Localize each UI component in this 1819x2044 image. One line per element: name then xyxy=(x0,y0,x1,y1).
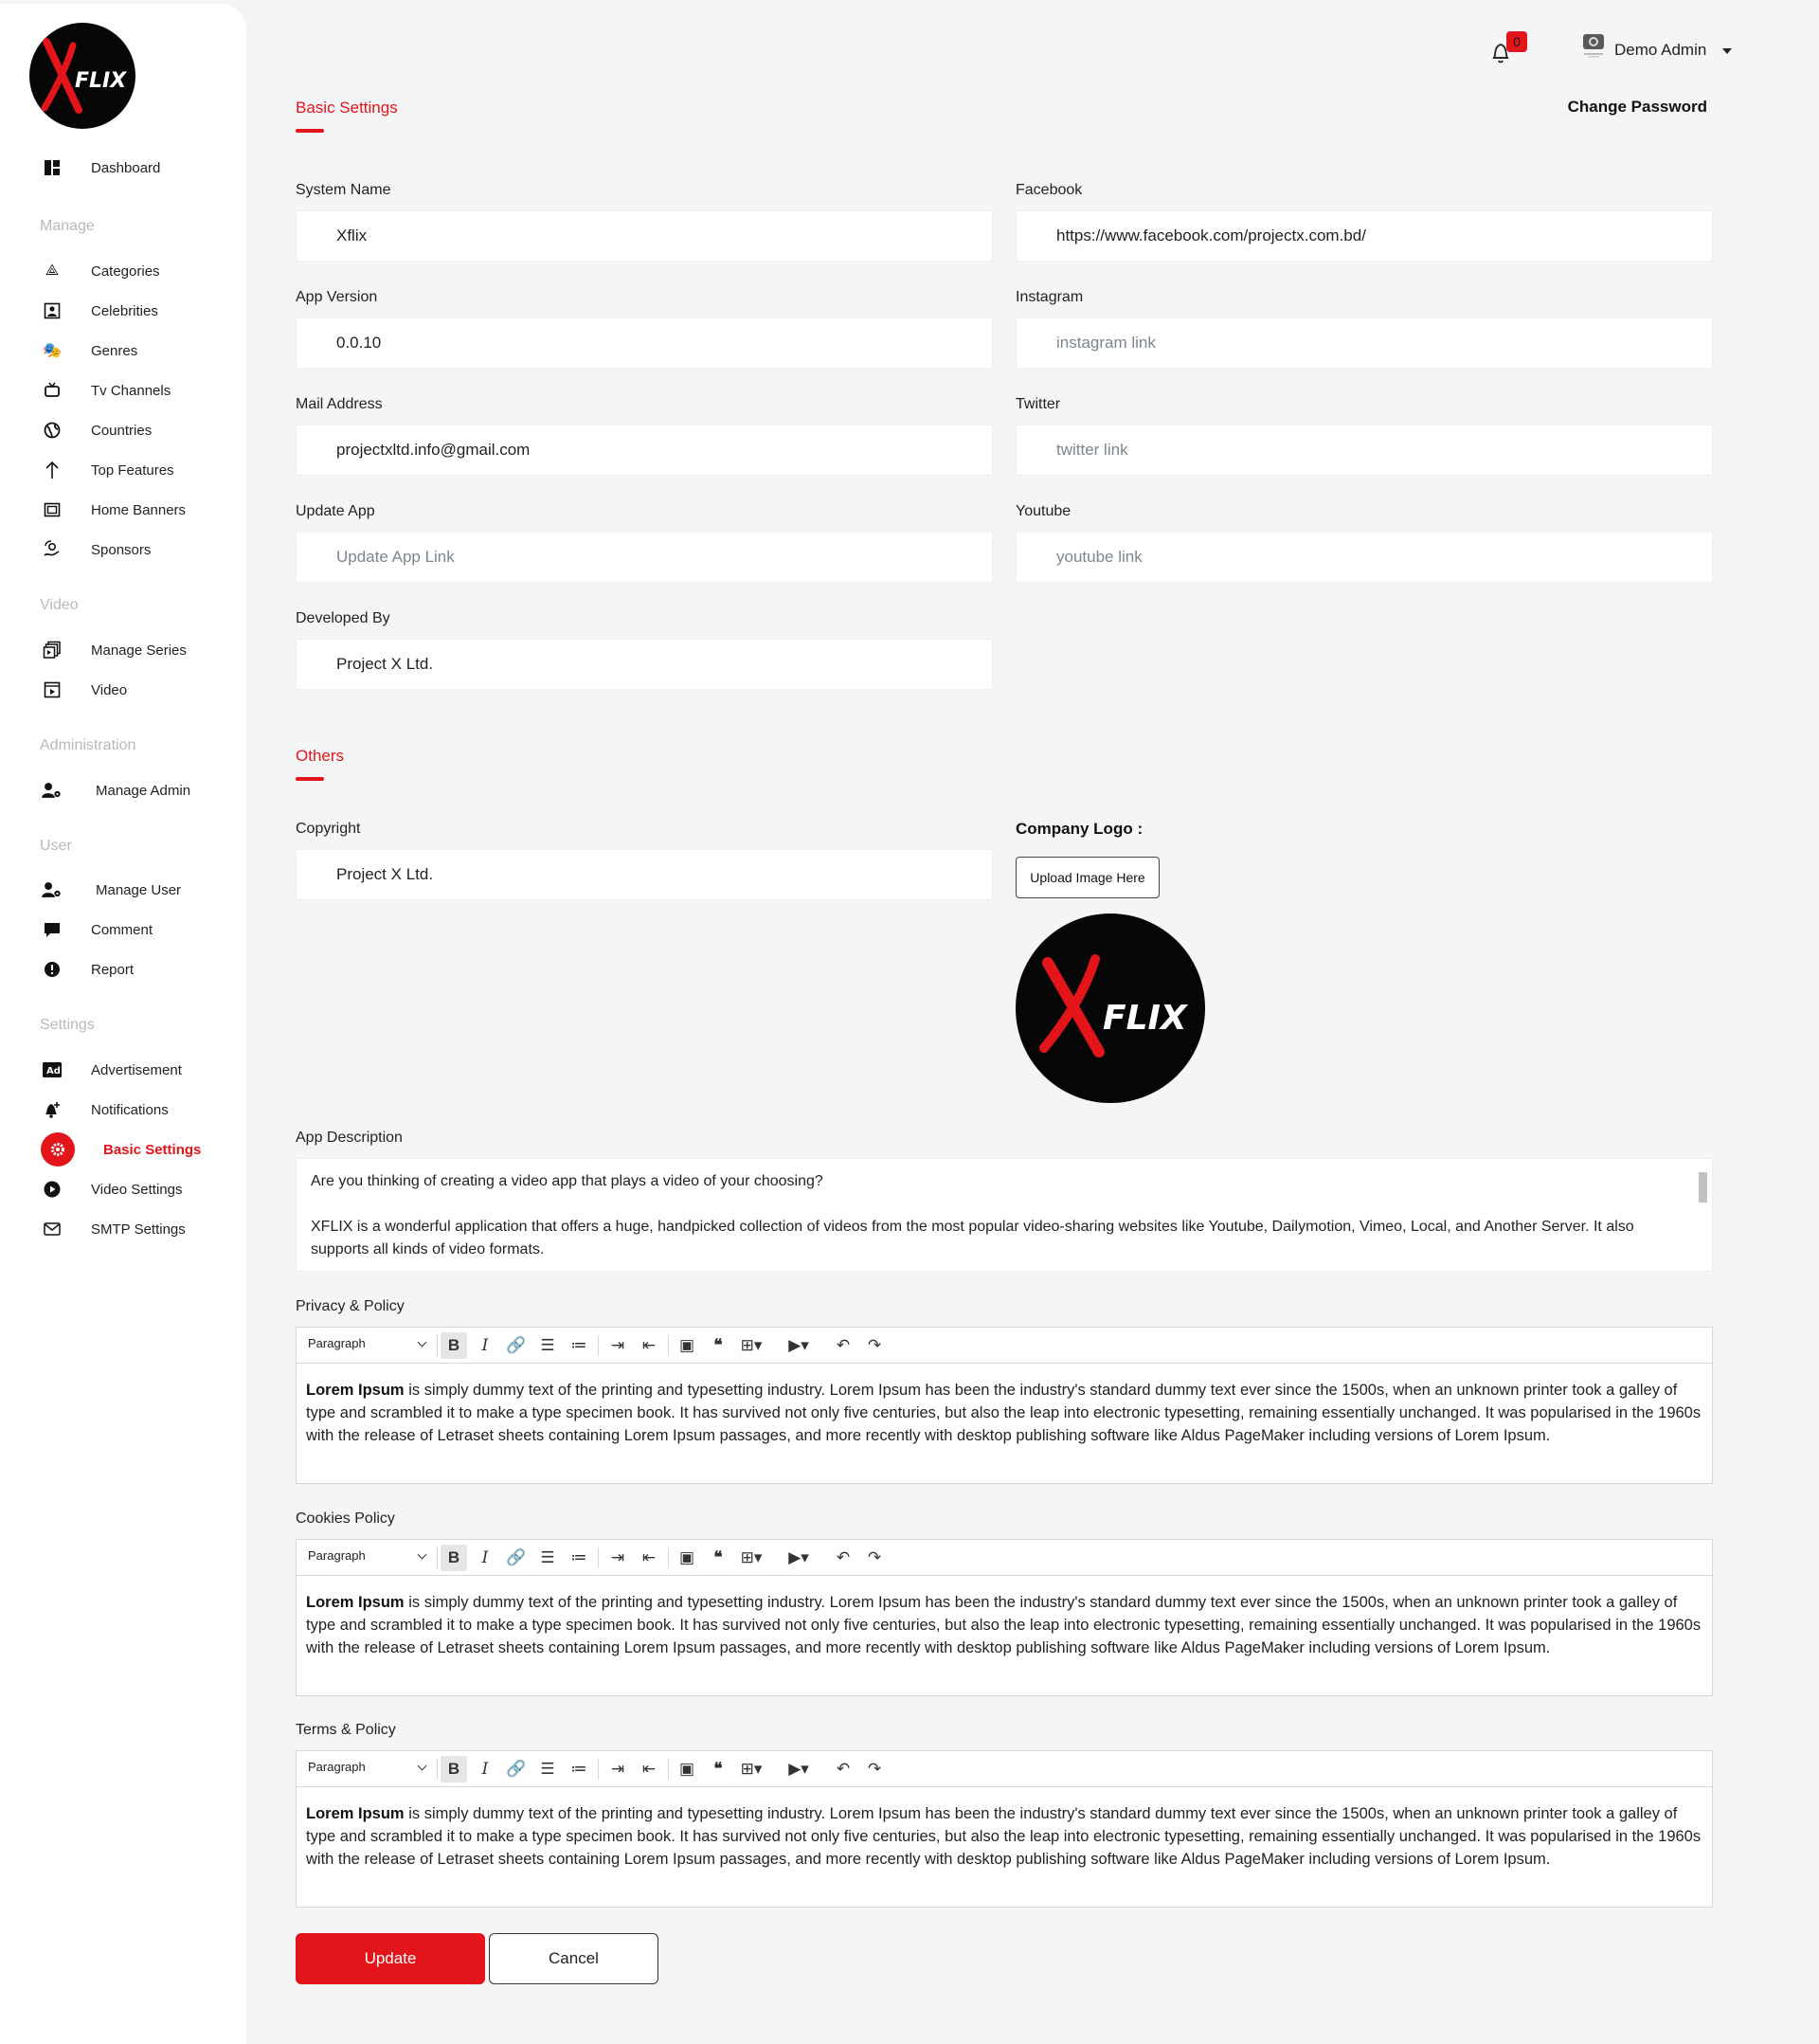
app-description-label: App Description xyxy=(296,1130,403,1146)
update-app-label: Update App xyxy=(296,503,375,519)
celebrities-icon xyxy=(42,300,63,321)
user-gear-icon xyxy=(42,780,63,801)
upload-image-button[interactable]: Upload Image Here xyxy=(1016,857,1160,898)
italic-icon[interactable]: I xyxy=(481,1548,489,1567)
cookies-policy-label: Cookies Policy xyxy=(296,1510,395,1527)
update-button[interactable]: Update xyxy=(296,1933,485,1984)
bold-icon[interactable]: B xyxy=(441,1332,467,1359)
privacy-policy-editor[interactable] xyxy=(296,1327,1713,1484)
sidebar-section-administration: Administration xyxy=(40,737,136,753)
media-embed-icon[interactable]: ▶▾ xyxy=(788,1548,809,1566)
mail-address-input[interactable] xyxy=(296,425,993,476)
numbered-list-icon[interactable]: ≔ xyxy=(570,1760,587,1778)
sidebar-item-tv-channels[interactable] xyxy=(0,374,246,407)
privacy-policy-label: Privacy & Policy xyxy=(296,1298,405,1314)
change-password-link[interactable]: Change Password xyxy=(1567,98,1707,116)
app-description-textarea[interactable] xyxy=(296,1158,1713,1272)
sidebar-item-report[interactable] xyxy=(0,953,246,986)
description-paragraph: Are you thinking of creating a video app that plays a video of your choosing? xyxy=(311,1173,823,1189)
editor-toolbar xyxy=(297,1540,1712,1576)
copyright-input[interactable] xyxy=(296,849,993,900)
developed-by-label: Developed By xyxy=(296,610,390,626)
image-icon[interactable]: ▣ xyxy=(678,1336,695,1354)
mail-icon xyxy=(42,1219,63,1239)
company-logo-label: Company Logo : xyxy=(1016,820,1144,838)
blockquote-icon[interactable]: ❝ xyxy=(713,1336,723,1354)
editor-text: is simply dummy text of the printing and typesetting industry. Lorem Ipsum has been the industry's standard dummy text ever since the 1500s, when an unknown printer took a galley of type and scrambled it to make a type specimen book. It has survived not only five centuries, but also the leap into electronic typesetting, remaining essentially unchanged. It was popularised in the 1960s with the release of Letraset sheets containing Lorem Ipsum passages, and more recently with desktop publishing software like Aldus PageMaker including versions of Lorem Ipsum. xyxy=(306,1594,1702,1656)
sidebar-item-countries[interactable] xyxy=(0,414,246,446)
sidebar-item-smtp-settings[interactable] xyxy=(0,1213,246,1245)
developed-by-input[interactable] xyxy=(296,639,993,690)
sidebar-item-label: Celebrities xyxy=(91,302,158,319)
sidebar-section-user: User xyxy=(40,838,72,854)
sidebar-item-label: Video Settings xyxy=(91,1181,183,1198)
italic-icon[interactable]: I xyxy=(481,1760,489,1779)
outdent-icon[interactable]: ⇤ xyxy=(641,1760,657,1778)
format-select-value: Paragraph xyxy=(308,1548,366,1563)
table-icon[interactable]: ⊞▾ xyxy=(740,1336,763,1354)
sidebar-item-label: Tv Channels xyxy=(91,382,171,399)
image-icon[interactable]: ▣ xyxy=(678,1760,695,1778)
italic-icon[interactable]: I xyxy=(481,1336,489,1355)
sidebar-item-celebrities[interactable] xyxy=(0,295,246,327)
terms-policy-editor[interactable] xyxy=(296,1750,1713,1908)
tv-icon xyxy=(42,380,63,401)
sidebar-item-sponsors[interactable] xyxy=(0,534,246,566)
sidebar-item-label: Home Banners xyxy=(91,501,187,518)
sidebar-item-label: Advertisement xyxy=(91,1061,182,1078)
editor-bold-text: Lorem Ipsum xyxy=(306,1594,405,1611)
format-select[interactable] xyxy=(308,1548,429,1563)
undo-icon[interactable]: ↶ xyxy=(836,1336,851,1354)
chevron-down-icon xyxy=(418,1338,427,1348)
undo-icon[interactable]: ↶ xyxy=(836,1548,851,1566)
editor-toolbar xyxy=(297,1328,1712,1364)
table-icon[interactable]: ⊞▾ xyxy=(740,1548,763,1566)
terms-policy-label: Terms & Policy xyxy=(296,1722,396,1738)
sidebar-item-label: Video xyxy=(91,681,128,698)
editor-bold-text: Lorem Ipsum xyxy=(306,1805,405,1822)
sidebar-item-dashboard[interactable] xyxy=(0,152,246,184)
sidebar-item-advertisement[interactable] xyxy=(0,1054,246,1086)
genres-icon: 🎭 xyxy=(43,343,62,359)
sidebar-item-top-features[interactable] xyxy=(0,454,246,486)
indent-icon[interactable]: ⇥ xyxy=(610,1760,625,1778)
numbered-list-icon[interactable]: ≔ xyxy=(570,1548,587,1566)
video-icon xyxy=(42,679,63,700)
notification-count-badge: 0 xyxy=(1506,31,1527,52)
bulleted-list-icon[interactable]: ☰ xyxy=(540,1336,555,1354)
sidebar-item-comment[interactable] xyxy=(0,913,246,946)
copyright-label: Copyright xyxy=(296,821,361,837)
table-icon[interactable]: ⊞▾ xyxy=(740,1760,763,1778)
svg-text:FLIX: FLIX xyxy=(1103,999,1187,1038)
sidebar-item-categories[interactable] xyxy=(0,255,246,287)
link-icon[interactable]: 🔗 xyxy=(506,1336,527,1354)
play-icon xyxy=(42,1179,63,1200)
redo-icon[interactable]: ↷ xyxy=(867,1548,882,1566)
sidebar-item-video[interactable] xyxy=(0,674,246,706)
sidebar-item-label: Categories xyxy=(91,262,160,280)
outdent-icon[interactable]: ⇤ xyxy=(641,1336,657,1354)
sidebar-item-genres[interactable] xyxy=(0,335,246,367)
twitter-input[interactable] xyxy=(1016,425,1713,476)
image-icon[interactable]: ▣ xyxy=(678,1548,695,1566)
sidebar-item-home-banners[interactable] xyxy=(0,494,246,526)
system-name-label: System Name xyxy=(296,182,391,198)
brand-logo[interactable] xyxy=(29,23,135,129)
gear-icon xyxy=(41,1132,75,1167)
media-embed-icon[interactable]: ▶▾ xyxy=(788,1760,809,1778)
sidebar-item-label: Comment xyxy=(91,921,153,938)
youtube-input[interactable] xyxy=(1016,532,1713,583)
system-name-input[interactable] xyxy=(296,210,993,262)
outdent-icon[interactable]: ⇤ xyxy=(641,1548,657,1566)
redo-icon[interactable]: ↷ xyxy=(867,1760,882,1778)
dashboard-icon xyxy=(42,157,63,178)
editor-toolbar xyxy=(297,1751,1712,1787)
sidebar-section-manage: Manage xyxy=(40,218,95,234)
categories-icon: ⟁ xyxy=(45,262,60,279)
sidebar-item-notifications[interactable] xyxy=(0,1094,246,1126)
bell-plus-icon xyxy=(42,1099,63,1120)
chevron-down-icon xyxy=(418,1550,427,1560)
bold-icon[interactable]: B xyxy=(441,1545,467,1571)
redo-icon[interactable]: ↷ xyxy=(867,1336,882,1354)
editor-bold-text: Lorem Ipsum xyxy=(306,1382,405,1399)
sidebar-item-label: Sponsors xyxy=(91,541,152,558)
editor-content[interactable] xyxy=(297,1364,1712,1460)
sidebar-item-label: Manage Admin xyxy=(96,782,191,799)
format-select[interactable] xyxy=(308,1336,429,1350)
banner-icon xyxy=(42,499,63,520)
sidebar-item-video-settings[interactable] xyxy=(0,1173,246,1205)
indent-icon[interactable]: ⇥ xyxy=(610,1336,625,1354)
sidebar-section-settings: Settings xyxy=(40,1017,95,1033)
cancel-button[interactable]: Cancel xyxy=(489,1933,658,1984)
sidebar-item-label: Genres xyxy=(91,342,138,359)
svg-text:Ad: Ad xyxy=(46,1066,61,1076)
section-underline xyxy=(296,777,324,781)
editor-text: is simply dummy text of the printing and typesetting industry. Lorem Ipsum has been the industry's standard dummy text ever since the 1500s, when an unknown printer took a galley of type and scrambled it to make a type specimen book. It has survived not only five centuries, but also the leap into electronic typesetting, remaining essentially unchanged. It was popularised in the 1960s with the release of Letraset sheets containing Lorem Ipsum passages, and more recently with desktop publishing software like Aldus PageMaker including versions of Lorem Ipsum. xyxy=(306,1805,1702,1868)
bold-icon[interactable]: B xyxy=(441,1756,467,1782)
comment-icon xyxy=(42,919,63,940)
sidebar-item-label: SMTP Settings xyxy=(91,1221,186,1238)
instagram-input[interactable] xyxy=(1016,317,1713,369)
sidebar-item-manage-series[interactable] xyxy=(0,634,246,666)
alert-icon xyxy=(42,959,63,980)
youtube-label: Youtube xyxy=(1016,503,1072,519)
svg-text:FLIX: FLIX xyxy=(75,69,127,93)
format-select-value: Paragraph xyxy=(308,1336,366,1350)
editor-content[interactable] xyxy=(297,1576,1712,1673)
bulleted-list-icon[interactable]: ☰ xyxy=(540,1548,555,1566)
editor-content[interactable] xyxy=(297,1787,1712,1884)
link-icon[interactable]: 🔗 xyxy=(506,1548,527,1566)
user-avatar[interactable] xyxy=(1580,30,1607,59)
sidebar-item-label: Top Features xyxy=(91,461,174,479)
sidebar-item-label: Report xyxy=(91,961,135,978)
sidebar-item-manage-user[interactable] xyxy=(0,874,246,906)
blockquote-icon[interactable]: ❝ xyxy=(713,1760,723,1778)
sidebar-item-label: Manage Series xyxy=(91,642,187,659)
update-app-input[interactable] xyxy=(296,532,993,583)
app-version-label: App Version xyxy=(296,289,378,305)
media-embed-icon[interactable]: ▶▾ xyxy=(788,1336,809,1354)
link-icon[interactable]: 🔗 xyxy=(506,1760,527,1778)
facebook-label: Facebook xyxy=(1016,182,1083,198)
sidebar-section-video: Video xyxy=(40,597,79,613)
app-version-input[interactable] xyxy=(296,317,993,369)
scrollbar-thumb[interactable] xyxy=(1699,1172,1707,1203)
format-select[interactable] xyxy=(308,1760,429,1774)
globe-icon xyxy=(42,420,63,441)
arrow-up-icon xyxy=(42,460,63,480)
sidebar-item-basic-settings[interactable] xyxy=(0,1133,246,1166)
twitter-label: Twitter xyxy=(1016,396,1061,412)
section-title-others: Others xyxy=(296,747,345,765)
series-icon xyxy=(42,640,63,660)
numbered-list-icon[interactable]: ≔ xyxy=(570,1336,587,1354)
sidebar-item-label: Notifications xyxy=(91,1101,169,1118)
sponsor-icon xyxy=(42,539,63,560)
editor-text: is simply dummy text of the printing and typesetting industry. Lorem Ipsum has been the industry's standard dummy text ever since the 1500s, when an unknown printer took a galley of type and scrambled it to make a type specimen book. It has survived not only five centuries, but also the leap into electronic typesetting, remaining essentially unchanged. It was popularised in the 1960s with the release of Letraset sheets containing Lorem Ipsum passages, and more recently with desktop publishing software like Aldus PageMaker including versions of Lorem Ipsum. xyxy=(306,1382,1702,1444)
user-menu[interactable]: Demo Admin xyxy=(1614,41,1707,59)
user-gear-icon xyxy=(42,879,63,900)
sidebar-item-manage-admin[interactable] xyxy=(0,774,246,806)
bulleted-list-icon[interactable]: ☰ xyxy=(540,1760,555,1778)
company-logo-preview xyxy=(1016,913,1205,1103)
sidebar-item-label: Basic Settings xyxy=(103,1141,202,1158)
sidebar-item-label: Manage User xyxy=(96,881,182,898)
format-select-value: Paragraph xyxy=(308,1760,366,1774)
indent-icon[interactable]: ⇥ xyxy=(610,1548,625,1566)
chevron-down-icon[interactable] xyxy=(1722,48,1732,54)
undo-icon[interactable]: ↶ xyxy=(836,1760,851,1778)
cookies-policy-editor[interactable] xyxy=(296,1539,1713,1696)
mail-address-label: Mail Address xyxy=(296,396,383,412)
description-paragraph: XFLIX is a wonderful application that offers a huge, handpicked collection of videos from the most popular video-sharing websites like Youtube, Dailymotion, Vimeo, Local, and Another Server. It also supports all kinds of video formats. xyxy=(311,1219,1634,1257)
blockquote-icon[interactable]: ❝ xyxy=(713,1548,723,1566)
sidebar-item-label: Dashboard xyxy=(91,159,161,176)
facebook-input[interactable] xyxy=(1016,210,1713,262)
instagram-label: Instagram xyxy=(1016,289,1084,305)
section-underline xyxy=(296,129,324,133)
sidebar xyxy=(0,4,246,2044)
sidebar-item-label: Countries xyxy=(91,422,153,439)
ad-icon xyxy=(42,1059,63,1080)
chevron-down-icon xyxy=(418,1762,427,1771)
section-title-basic-settings: Basic Settings xyxy=(296,99,398,117)
